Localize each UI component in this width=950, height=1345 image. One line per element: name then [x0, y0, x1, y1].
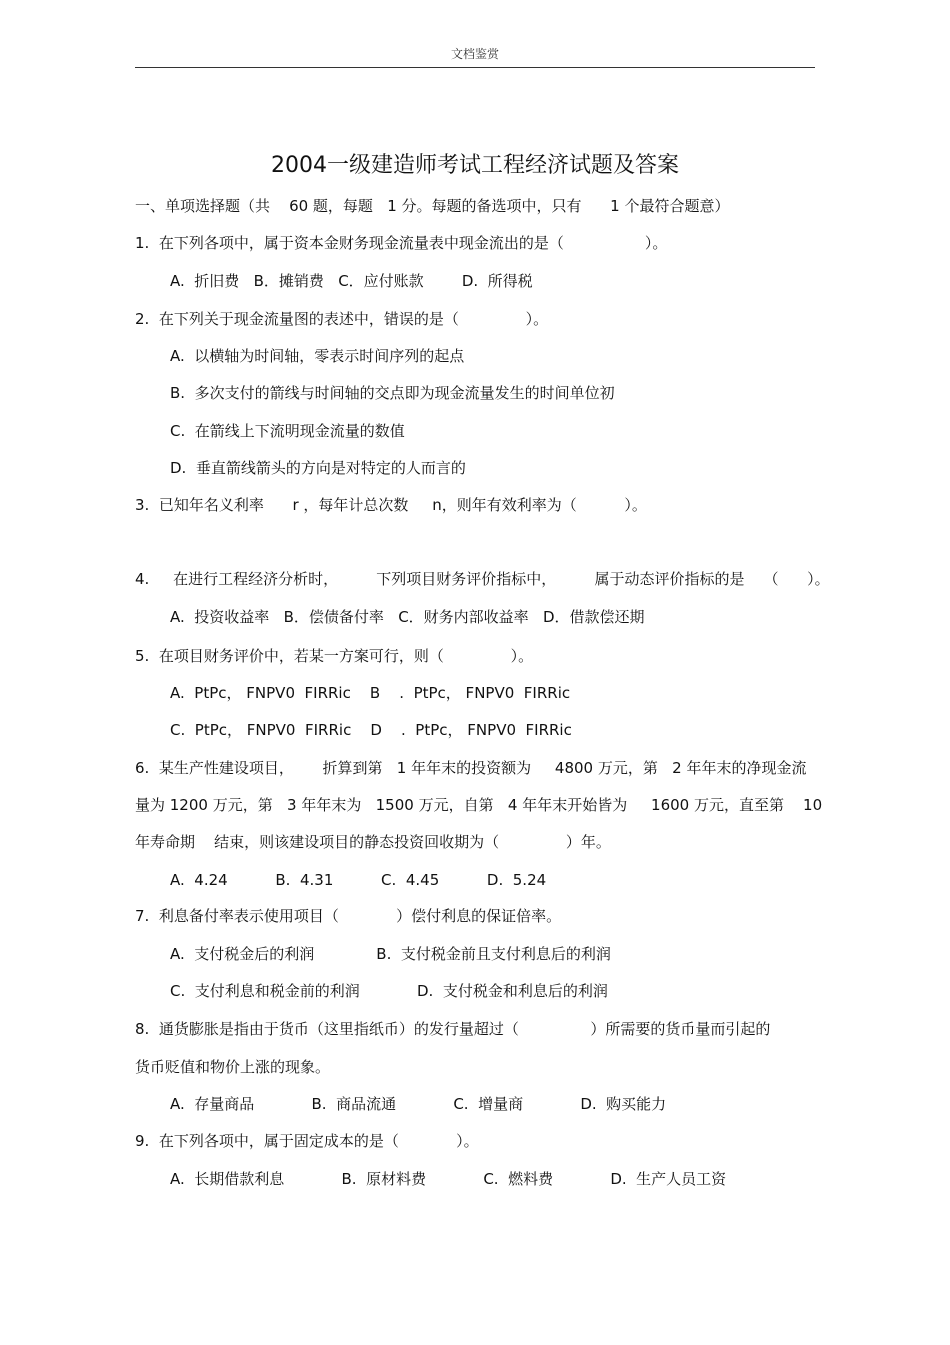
question-7: 7. 利息备付率表示使用项目（ ）偿付利息的保证倍率。	[135, 907, 562, 925]
question-3: 3. 已知年名义利率 r ，每年计总次数 n，则年有效利率为（ ）。	[135, 496, 647, 514]
question-4-options: A. 投资收益率 B．偿债备付率 C．财务内部收益率 D．借款偿还期	[170, 608, 645, 626]
question-8-line-2: 货币贬值和物价上涨的现象。	[135, 1058, 331, 1076]
question-4: 4. 在进行工程经济分析时， 下列项目财务评价指标中， 属于动态评价指标的是 （ ）。	[135, 570, 830, 588]
question-7-options-cd: C. 支付利息和税金前的利润 D. 支付税金和利息后的利润	[170, 982, 608, 1000]
question-2-option-c: C. 在箭线上下流明现金流量的数值	[170, 422, 405, 440]
running-header: 文档鉴赏	[450, 47, 499, 61]
question-8-line-1: 8. 通货膨胀是指由于货币（这里指纸币）的发行量超过（ ）所需要的货币量而引起的	[135, 1020, 771, 1038]
question-2: 2. 在下列关于现金流量图的表述中，错误的是（ ）。	[135, 310, 549, 328]
question-2-option-d: D. 垂直箭线箭头的方向是对特定的人而言的	[170, 459, 466, 477]
section-heading: 一、单项选择题（共 60 题，每题 1 分。每题的备选项中，只有 1 个最符合题意）	[135, 197, 730, 215]
question-6-line-1: 6. 某生产性建设项目， 折算到第 1 年年末的投资额为 4800 万元，第 2 年年末的净现金流	[135, 759, 807, 777]
question-7-options-ab: A. 支付税金后的利润 B. 支付税金前且支付利息后的利润	[170, 945, 611, 963]
question-2-option-b: B. 多次支付的箭线与时间轴的交点即为现金流量发生的时间单位初	[170, 384, 615, 402]
question-6-line-3: 年寿命期 结束，则该建设项目的静态投资回收期为（ ）年。	[135, 833, 611, 851]
document-title: 2004一级建造师考试工程经济试题及答案	[271, 153, 679, 178]
question-1: 1. 在下列各项中，属于资本金财务现金流量表中现金流出的是（ ）。	[135, 234, 668, 252]
question-2-option-a: A. 以横轴为时间轴，零表示时间序列的起点	[170, 347, 465, 365]
header-rule	[135, 67, 815, 68]
question-1-options: A. 折旧费 B．摊销费 C．应付账款 D. 所得税	[170, 272, 533, 290]
question-5-options-cd: C. PtPc， FNPV0 FIRRic D . PtPc， FNPV0 FIRRic	[170, 721, 572, 739]
question-6-line-2: 量为 1200 万元，第 3 年年末为 1500 万元，自第 4 年年末开始皆为 1600 万元，直至第 10	[135, 796, 823, 814]
question-5: 5. 在项目财务评价中，若某一方案可行，则（ ）。	[135, 647, 534, 665]
question-8-options: A. 存量商品 B. 商品流通 C. 增量商 D. 购买能力	[170, 1095, 667, 1113]
question-6-options: A. 4.24 B. 4.31 C. 4.45 D. 5.24	[170, 871, 547, 889]
question-5-options-ab: A. PtPc， FNPV0 FIRRic B . PtPc， FNPV0 FIRRic	[170, 684, 571, 702]
question-9: 9. 在下列各项中，属于固定成本的是（ ）。	[135, 1132, 479, 1150]
question-9-options: A. 长期借款利息 B. 原材料费 C. 燃料费 D. 生产人员工资	[170, 1170, 727, 1188]
